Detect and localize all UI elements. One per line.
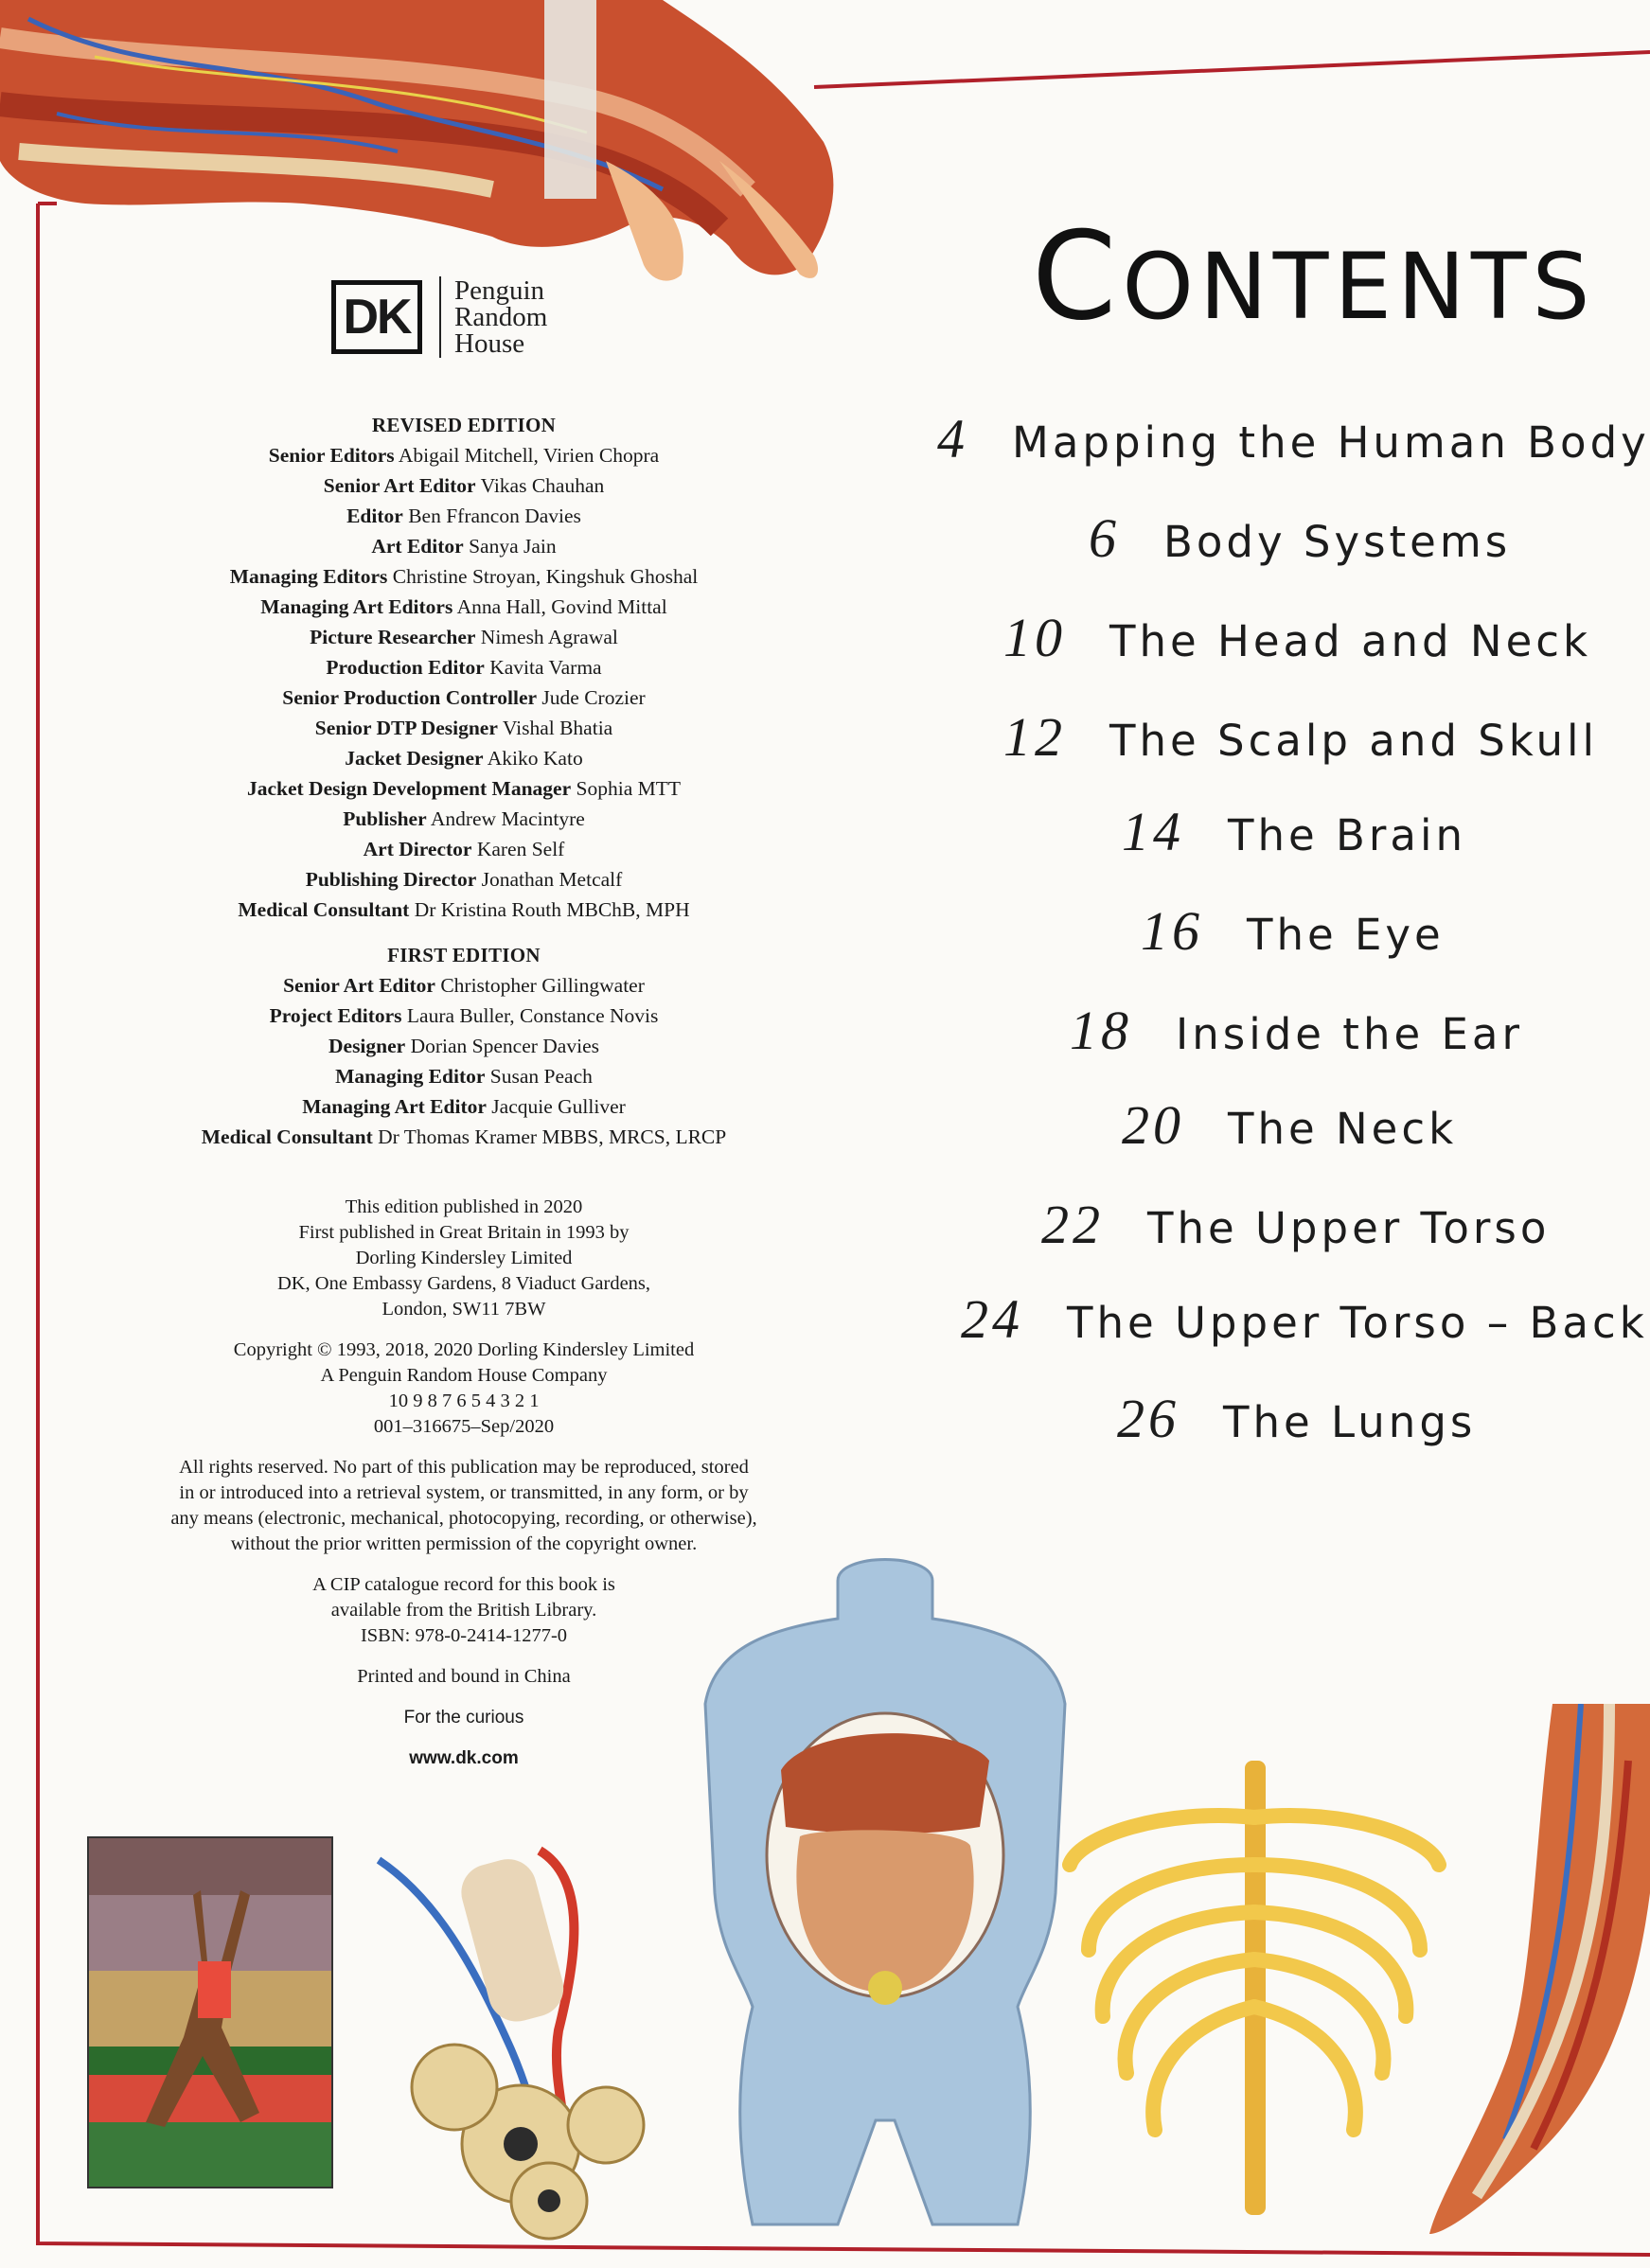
- credit-role: Senior DTP Designer: [314, 717, 498, 739]
- credit-row: [0, 895, 928, 925]
- credit-role: Medical Consultant: [201, 1125, 373, 1148]
- toc-page-number: 16: [1141, 900, 1203, 962]
- credit-row: [0, 440, 928, 470]
- printed-in: Printed and bound in China: [357, 1666, 571, 1687]
- toc-page-number: 6: [1089, 507, 1120, 569]
- toc-item[interactable]: [1003, 606, 1591, 669]
- credit-name: Susan Peach: [489, 1065, 593, 1088]
- toc-title: The Upper Torso – Back: [1067, 1298, 1648, 1348]
- toc-page-number: 4: [937, 408, 968, 470]
- credit-role: Production Editor: [326, 656, 485, 679]
- imprint-line: Dorling Kindersley Limited: [355, 1248, 573, 1268]
- credit-name: Nimesh Agrawal: [480, 626, 618, 648]
- credit-role: Designer: [328, 1035, 406, 1057]
- imprint-line: 001–316675–Sep/2020: [373, 1416, 555, 1437]
- imprint-line: ISBN: 978-0-2414-1277-0: [360, 1625, 568, 1646]
- credit-role: Project Editors: [269, 1004, 402, 1027]
- credit-row: [0, 1001, 928, 1031]
- toc-page-number: 10: [1003, 607, 1066, 668]
- credit-row: [0, 561, 928, 592]
- imprint-line: 10 9 8 7 6 5 4 3 2 1: [388, 1391, 540, 1411]
- toc-title: The Lungs: [1223, 1397, 1477, 1447]
- credit-name: Vishal Bhatia: [502, 717, 613, 739]
- credit-name: Christopher Gillingwater: [440, 974, 645, 997]
- torso-organs-illustration: [696, 1552, 1074, 2234]
- toc-title: The Brain: [1228, 810, 1466, 860]
- credit-name: Sophia MTT: [576, 777, 681, 800]
- credit-name: Vikas Chauhan: [480, 474, 605, 497]
- first-edition-heading: FIRST EDITION: [387, 944, 541, 966]
- credit-row: [0, 470, 928, 501]
- toc-page-number: 20: [1122, 1094, 1184, 1156]
- imprint-line: London, SW11 7BW: [381, 1299, 546, 1320]
- credit-role: Managing Editor: [335, 1065, 486, 1088]
- copyright-notice: [0, 1338, 928, 1440]
- imprint-line: in or introduced into a retrieval system, or transmitted, in any form, or by: [179, 1482, 749, 1503]
- imprint-line: without the prior written permission of the copyright owner.: [230, 1533, 698, 1554]
- foot-muscle-illustration: [1420, 1704, 1650, 2243]
- imprint-line: First published in Great Britain in 1993 by: [298, 1222, 630, 1243]
- toc-page-number: 22: [1041, 1194, 1104, 1255]
- credit-row: [0, 592, 928, 622]
- credit-role: Senior Art Editor: [283, 974, 435, 997]
- credit-row: [0, 652, 928, 682]
- credit-role: Managing Art Editor: [302, 1095, 487, 1118]
- toc-item[interactable]: [1122, 1093, 1457, 1157]
- contents-title: CONTENTS: [1032, 206, 1596, 347]
- toc-page-number: 18: [1070, 1000, 1132, 1061]
- credit-row: [0, 1061, 928, 1091]
- toc-title: Body Systems: [1163, 517, 1512, 567]
- imprint-line: any means (electronic, mechanical, photocopying, recording, or otherwise),: [170, 1508, 757, 1529]
- arm-muscle-illustration: [0, 0, 852, 312]
- revised-edition-credits: [0, 440, 928, 925]
- toc-item[interactable]: [937, 407, 1650, 470]
- rights-statement: [0, 1455, 928, 1557]
- credit-role: Jacket Design Development Manager: [246, 777, 572, 800]
- credit-name: Kavita Varma: [489, 656, 602, 679]
- toc-title: Mapping the Human Body: [1012, 417, 1650, 468]
- credit-row: [0, 682, 928, 713]
- imprint-line: This edition published in 2020: [345, 1196, 583, 1217]
- credit-row: [0, 970, 928, 1001]
- toc-item[interactable]: [1141, 899, 1445, 963]
- credit-row: [0, 773, 928, 804]
- credit-role: Senior Production Controller: [282, 686, 538, 709]
- imprint-line: Copyright © 1993, 2018, 2020 Dorling Kindersley Limited: [233, 1339, 695, 1360]
- credit-name: Jonathan Metcalf: [481, 868, 623, 891]
- credit-name: Jacquie Gulliver: [491, 1095, 626, 1118]
- credit-name: Karen Self: [476, 838, 565, 860]
- credit-name: Akiko Kato: [487, 747, 583, 770]
- credit-name: Anna Hall, Govind Mittal: [456, 595, 667, 618]
- credit-role: Senior Editors: [268, 444, 395, 467]
- penguin-random-house-wordmark: Penguin Random House: [454, 275, 548, 359]
- credit-role: Medical Consultant: [238, 898, 410, 921]
- credit-row: [0, 804, 928, 834]
- toc-title: The Eye: [1247, 910, 1445, 960]
- credit-role: Picture Researcher: [310, 626, 476, 648]
- credit-name: Christine Stroyan, Kingshuk Ghoshal: [392, 565, 699, 588]
- tagline: For the curious: [403, 1708, 524, 1728]
- imprint-line: A CIP catalogue record for this book is: [312, 1574, 615, 1595]
- toc-item[interactable]: [1089, 506, 1511, 570]
- credit-role: Jacket Designer: [345, 747, 484, 770]
- imprint-line: DK, One Embassy Gardens, 8 Viaduct Gardens,: [276, 1273, 651, 1294]
- credit-name: Sanya Jain: [469, 535, 557, 558]
- toc-page-number: 26: [1117, 1388, 1180, 1449]
- first-edition-credits: [0, 970, 928, 1152]
- runner-photo: [87, 1836, 333, 2188]
- credit-name: Ben Ffrancon Davies: [408, 505, 581, 527]
- toc-item[interactable]: [1070, 999, 1523, 1062]
- credit-row: [0, 713, 928, 743]
- ribcage-illustration: [1051, 1751, 1458, 2234]
- credit-row: [0, 501, 928, 531]
- credit-name: Andrew Macintyre: [430, 807, 585, 830]
- imprint-line: All rights reserved. No part of this publication may be reproduced, stored: [179, 1457, 749, 1478]
- credit-role: Art Editor: [371, 535, 464, 558]
- toc-title: The Scalp and Skull: [1109, 716, 1598, 766]
- credits-block: [0, 410, 928, 1152]
- credit-name: Dr Thomas Kramer MBBS, MRCS, LRCP: [378, 1125, 727, 1148]
- credit-row: [0, 1091, 928, 1122]
- credit-role: Managing Art Editors: [260, 595, 453, 618]
- imprint-line: A Penguin Random House Company: [320, 1365, 608, 1386]
- revised-edition-heading: REVISED EDITION: [371, 414, 557, 436]
- toc-item[interactable]: [1041, 1193, 1550, 1256]
- alveoli-illustration: [360, 1841, 701, 2248]
- toc-item[interactable]: [1003, 705, 1598, 769]
- credit-name: Abigail Mitchell, Virien Chopra: [398, 444, 660, 467]
- logo-divider: [439, 276, 441, 358]
- toc-item[interactable]: [961, 1287, 1648, 1351]
- toc-page-number: 14: [1122, 801, 1184, 862]
- credit-role: Managing Editors: [229, 565, 388, 588]
- credit-role: Editor: [346, 505, 403, 527]
- credit-row: [0, 864, 928, 895]
- website-link[interactable]: www.dk.com: [409, 1748, 519, 1768]
- credit-row: [0, 1031, 928, 1061]
- credit-row: [0, 531, 928, 561]
- toc-title: The Upper Torso: [1147, 1203, 1551, 1253]
- credit-name: Dorian Spencer Davies: [410, 1035, 599, 1057]
- credit-role: Publisher: [343, 807, 427, 830]
- toc-title: Inside the Ear: [1176, 1009, 1523, 1059]
- credit-row: [0, 622, 928, 652]
- credit-row: [0, 834, 928, 864]
- toc-title: The Neck: [1228, 1104, 1458, 1154]
- credit-role: Senior Art Editor: [323, 474, 476, 497]
- dk-logo-mark: DK: [331, 280, 422, 354]
- imprint-line: available from the British Library.: [330, 1600, 597, 1621]
- credit-row: [0, 743, 928, 773]
- toc-item[interactable]: [1117, 1387, 1476, 1450]
- credit-name: Dr Kristina Routh MBChB, MPH: [414, 898, 690, 921]
- publisher-logo: [331, 276, 547, 358]
- toc-page-number: 24: [961, 1288, 1023, 1350]
- publication-details: [0, 1195, 928, 1322]
- credit-role: Art Director: [363, 838, 472, 860]
- toc-page-number: 12: [1003, 706, 1066, 768]
- toc-title: The Head and Neck: [1109, 616, 1592, 666]
- toc-item[interactable]: [1122, 800, 1466, 863]
- credit-name: Jude Crozier: [541, 686, 646, 709]
- credit-role: Publishing Director: [305, 868, 477, 891]
- credit-row: [0, 1122, 928, 1152]
- credit-name: Laura Buller, Constance Novis: [406, 1004, 659, 1027]
